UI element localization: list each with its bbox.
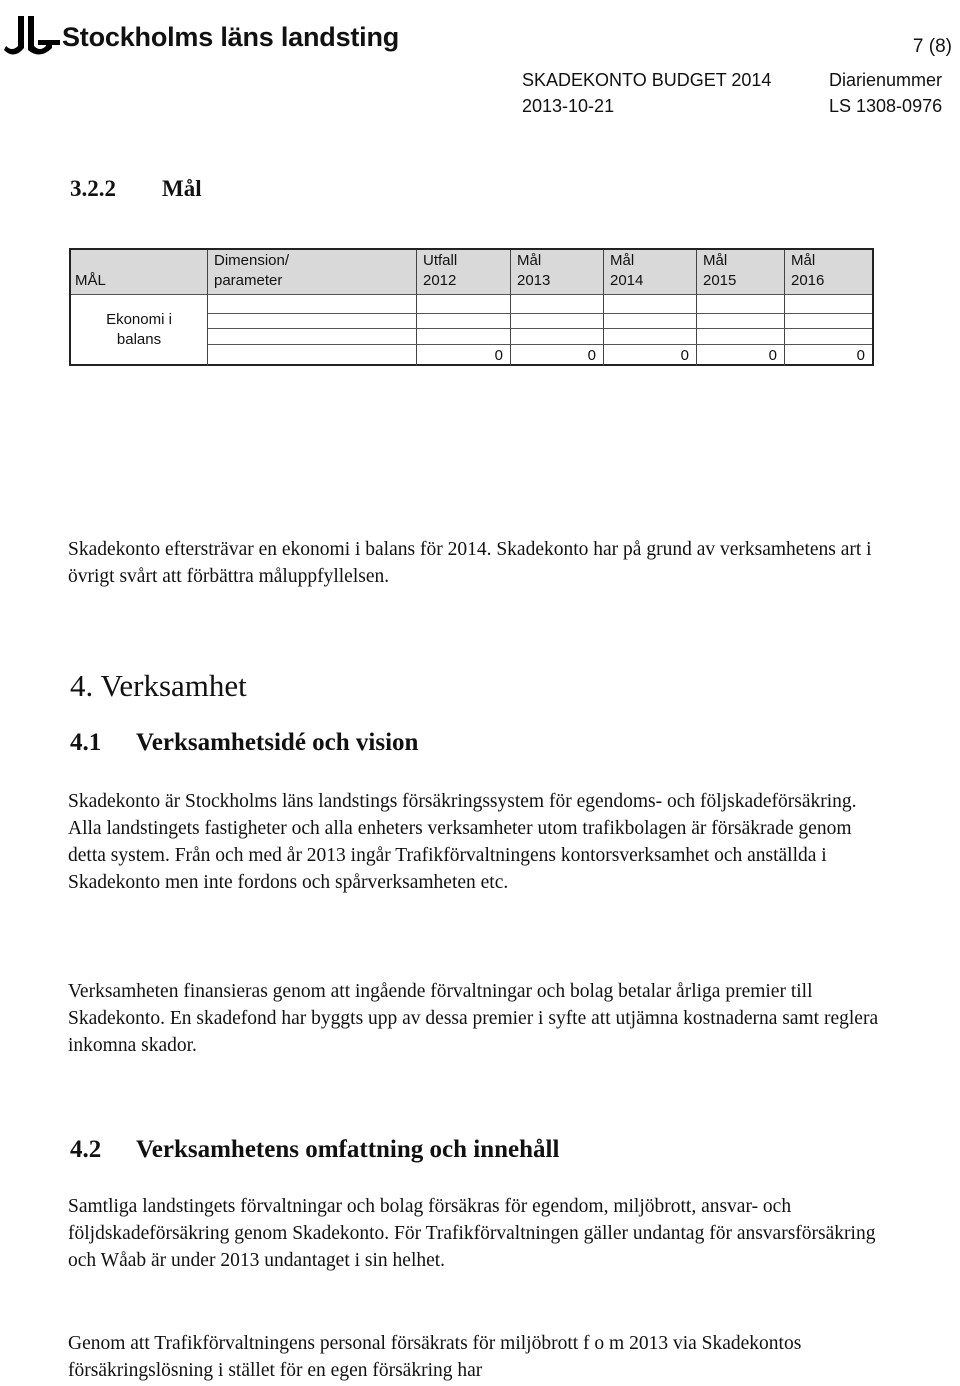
value-mal-2013: 0 — [587, 347, 596, 364]
header-cell-mal-2014: Mål 2014 — [610, 252, 644, 289]
value-utfall-2012: 0 — [494, 347, 503, 364]
table-divider — [416, 250, 417, 366]
header-cell-mal-2016: Mål 2016 — [791, 252, 825, 289]
value-mal-2015: 0 — [768, 347, 777, 364]
table-divider — [510, 250, 511, 366]
section-title: Mål — [162, 176, 202, 201]
section-number: 3.2.2 — [70, 176, 116, 201]
table-divider — [207, 250, 208, 366]
table-rule — [208, 344, 872, 345]
paragraph-4-1-a: Skadekonto är Stockholms läns landstings försäkringssystem för egendoms- och följskadeförsäkring. Alla landstingets fastigheter och alla enheters verksamheter utom trafikbolagen är försäkrade genom detta system. Från och med år 2013 ingår Trafikförvaltningens kontorsverksamhet och anställda i Skadekonto men inte fordons och spårverksamheten etc. — [68, 791, 857, 893]
header-cell-mal-2013: Mål 2013 — [517, 252, 551, 289]
goal-table — [69, 248, 874, 366]
paragraph-goal: Skadekonto eftersträvar en ekonomi i balans för 2014. Skadekonto har på grund av verksamhetens art i övrigt svårt att förbättra måluppfyllelsen. — [68, 539, 872, 587]
sll-logo-icon — [2, 10, 60, 56]
table-divider — [603, 250, 604, 366]
header-cell-mal: MÅL — [75, 272, 106, 289]
document-title: SKADEKONTO BUDGET 2014 — [522, 70, 772, 90]
page-number: 7 (8) — [912, 36, 952, 57]
value-mal-2014: 0 — [680, 347, 689, 364]
chapter-heading-4: 4. Verksamhet — [70, 668, 247, 703]
table-divider — [696, 250, 697, 366]
header-cell-utfall-2012: Utfall 2012 — [423, 252, 458, 289]
header-cell-mal-2015: Mål 2015 — [703, 252, 737, 289]
organization-name: Stockholms läns landsting — [62, 22, 400, 52]
paragraph-4-1-b: Verksamheten finansieras genom att ingående förvaltningar och bolag betalar årliga premier till Skadekonto. En skadefond har byggts upp av dessa premier i syfte att utjämna kostnaderna samt reglera inkomna skador. — [68, 981, 879, 1056]
diarienummer-value: LS 1308-0976 — [829, 96, 943, 116]
value-mal-2016: 0 — [856, 347, 865, 364]
paragraph-4-2-a: Samtliga landstingets förvaltningar och bolag försäkras för egendom, miljöbrott, ansvar- och följdskadeförsäkring genom Skadekonto. För Trafikförvaltningen gäller undantag för ansvarsförsäkring och Wåab är under 2013 undantaget i sin helhet. — [68, 1196, 876, 1271]
section-heading-3-2-2 — [70, 176, 202, 202]
header-cell-dimension: Dimension/ parameter — [214, 252, 290, 289]
table-rule — [208, 328, 872, 329]
row-label: Ekonomi i balans — [106, 311, 172, 348]
section-heading-4-1: 4.1 Verksamhetsidé och vision — [70, 729, 419, 756]
section-heading-4-2: 4.2 Verksamhetens omfattning och innehåll — [70, 1136, 560, 1163]
table-rule — [208, 313, 872, 314]
document-date: 2013-10-21 — [522, 96, 615, 116]
table-divider — [784, 250, 785, 366]
diarienummer-label: Diarienummer — [829, 70, 943, 90]
paragraph-4-2-b: Genom att Trafikförvaltningens personal försäkrats för miljöbrott f o m 2013 via Skadekontos försäkringslösning i stället för en egen försäkring har — [68, 1333, 802, 1381]
